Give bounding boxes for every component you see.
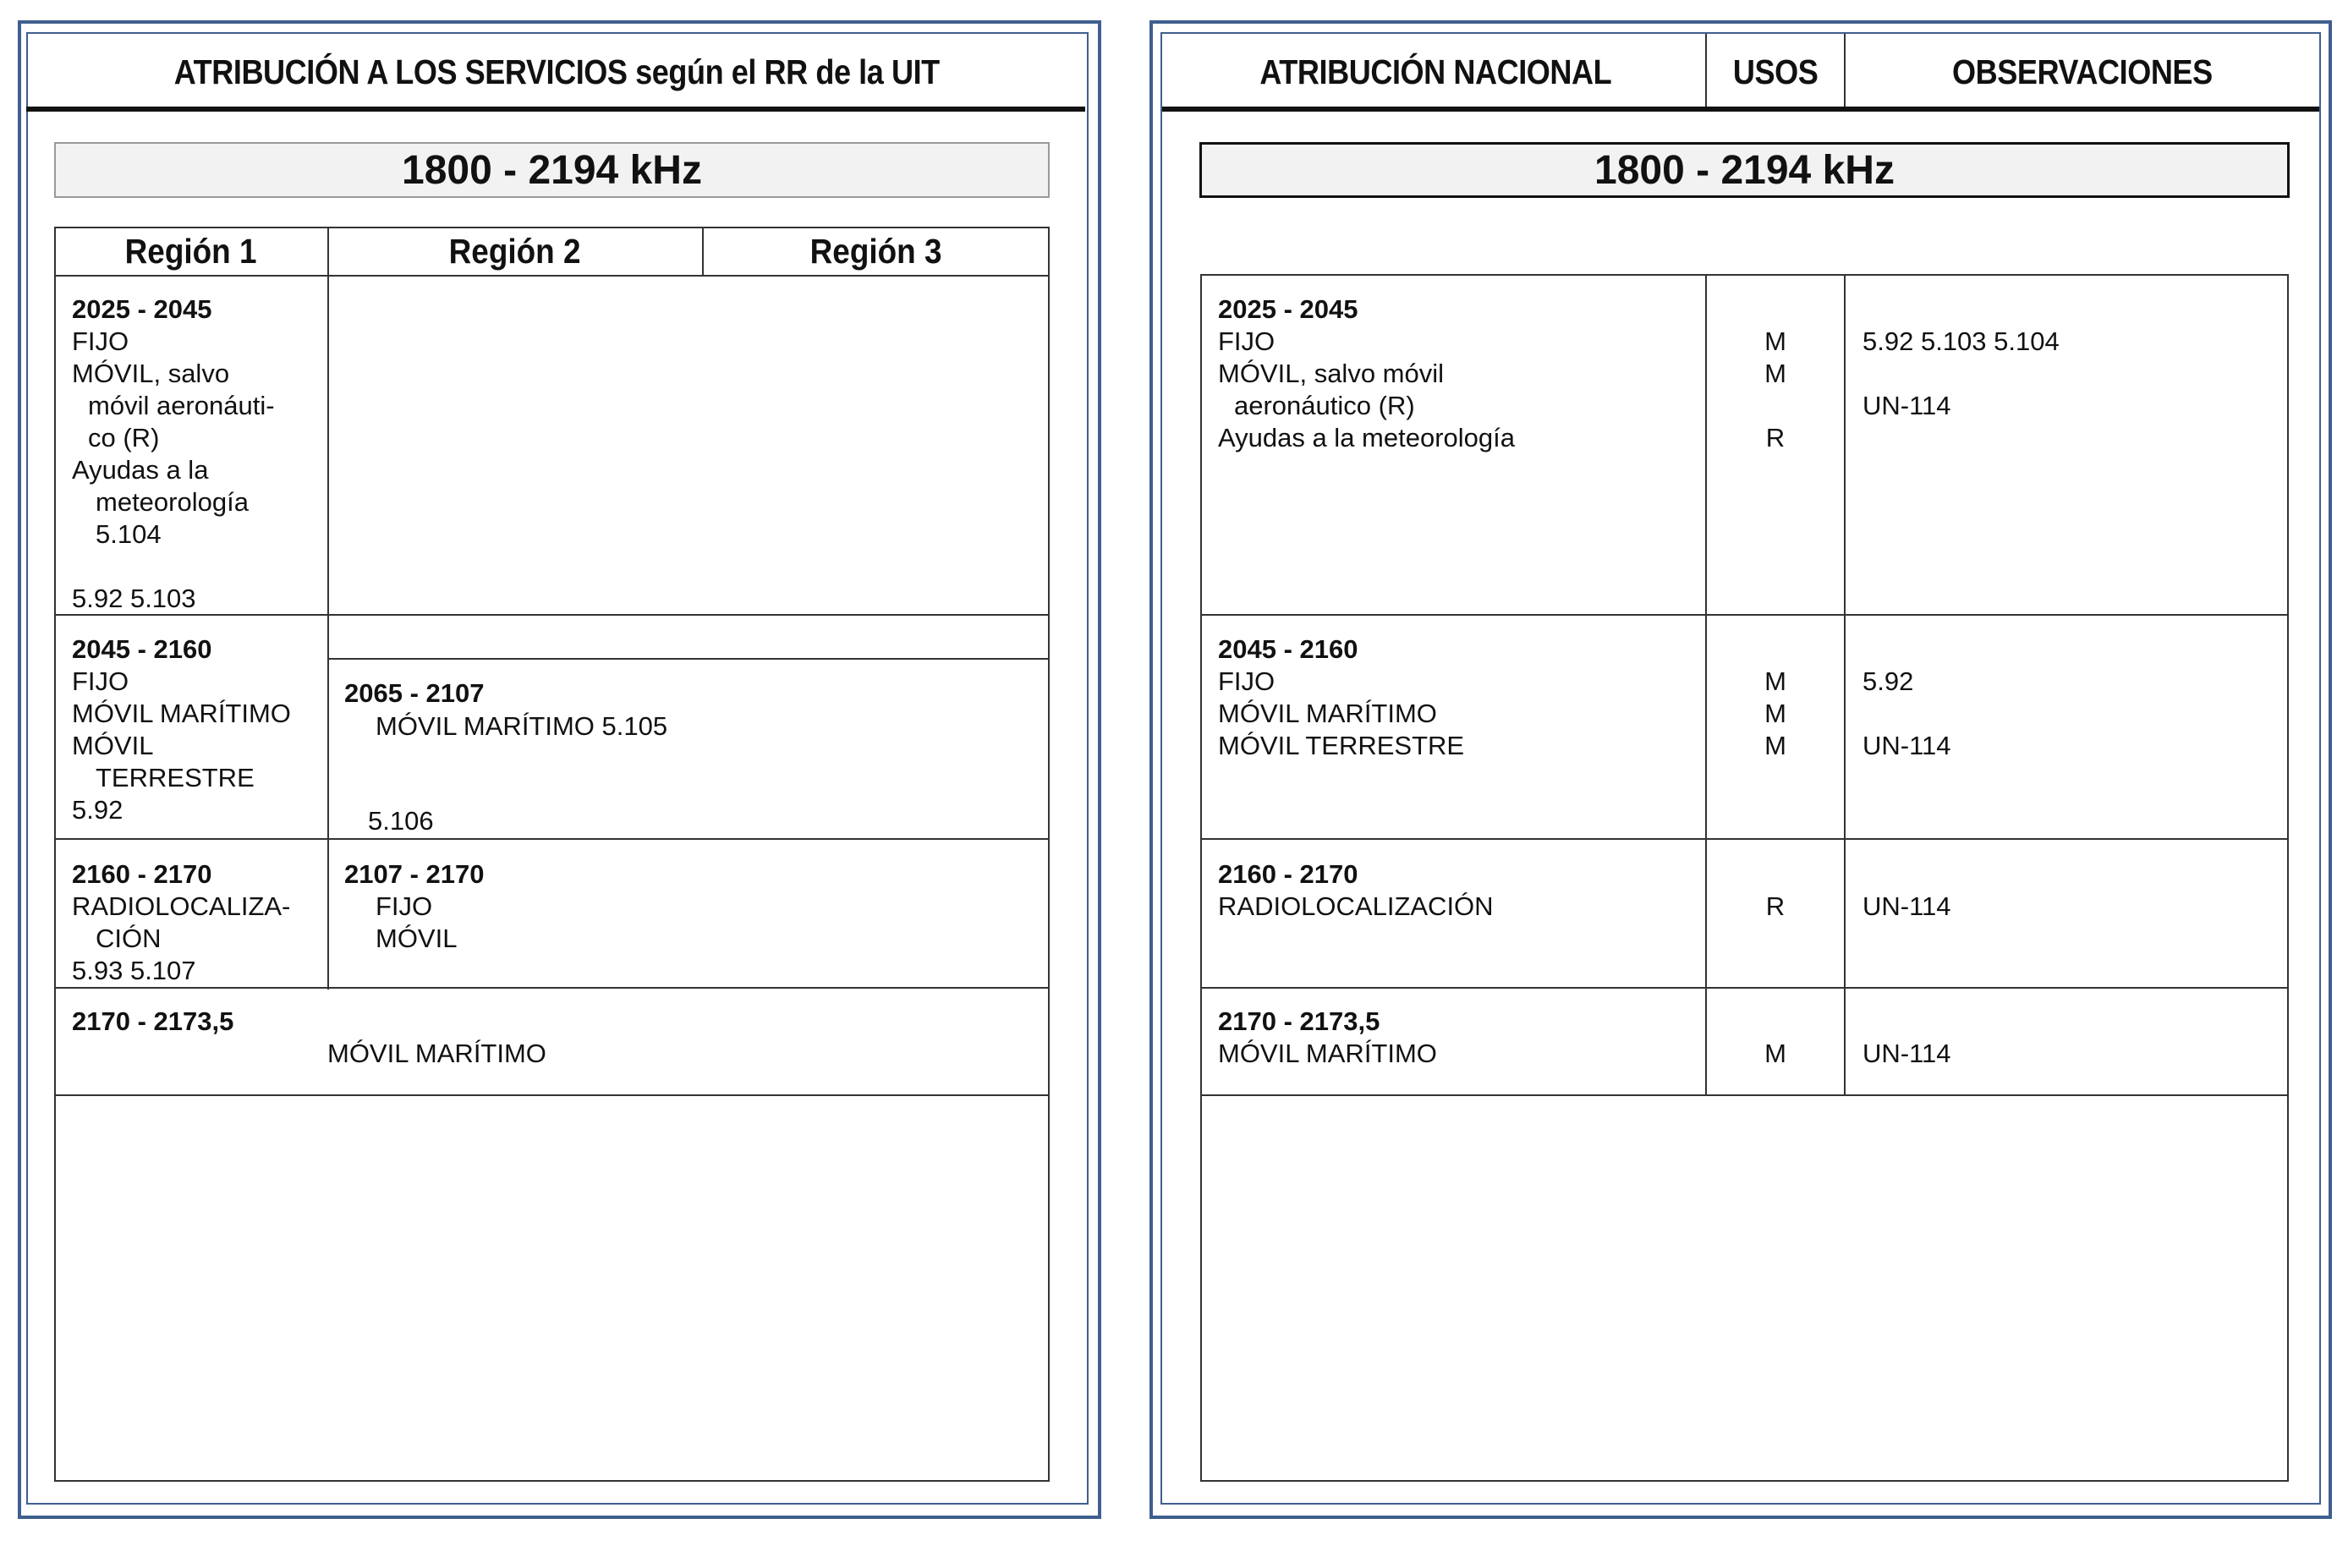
- footnote-refs: 5.92 5.103: [72, 584, 196, 613]
- service-line: MÓVIL: [72, 731, 154, 760]
- footnote-ref: 5.104: [96, 519, 162, 549]
- service-line: FIJO: [376, 891, 433, 921]
- national-service: MÓVIL MARÍTIMO: [1218, 699, 1437, 728]
- allocation-range: 2045 - 2160: [72, 634, 212, 664]
- national-service: MÓVIL, salvo móvil: [1218, 359, 1445, 388]
- region-2-header: Región 2: [448, 232, 581, 271]
- row-divider: [54, 987, 1050, 989]
- national-service: FIJO: [1218, 326, 1275, 356]
- left-header-rule: [26, 107, 1085, 112]
- usos-value: R: [1765, 423, 1786, 452]
- national-service: RADIOLOCALIZACIÓN: [1218, 891, 1494, 921]
- national-range: 2160 - 2170: [1218, 859, 1358, 889]
- row-divider: [1200, 838, 2289, 840]
- national-service: Ayudas a la meteorología: [1218, 423, 1515, 452]
- service-line: MÓVIL MARÍTIMO 5.105: [376, 711, 668, 741]
- national-range: 2170 - 2173,5: [1218, 1006, 1380, 1036]
- usos-value: M: [1764, 326, 1786, 356]
- row-divider: [54, 1094, 1050, 1096]
- row-divider: [54, 838, 1050, 840]
- header-divider: [1844, 34, 1846, 108]
- national-range: 2045 - 2160: [1218, 634, 1358, 664]
- footnote-refs: 5.92: [72, 795, 123, 825]
- right-header-rule: [1162, 107, 2319, 112]
- header-observaciones: OBSERVACIONES: [1952, 52, 2213, 91]
- row-divider: [54, 614, 1050, 616]
- service-line: meteorología: [96, 487, 249, 517]
- national-service: FIJO: [1218, 666, 1275, 696]
- observation: 5.92: [1862, 666, 1914, 696]
- usos-value: R: [1765, 891, 1786, 921]
- region-1-header: Región 1: [124, 232, 257, 271]
- service-line: RADIOLOCALIZA-: [72, 891, 291, 921]
- usos-value: M: [1764, 666, 1786, 696]
- usos-value: M: [1764, 699, 1786, 728]
- usos-value: M: [1764, 359, 1786, 388]
- row-divider: [1200, 987, 2289, 989]
- service-line: FIJO: [72, 326, 129, 356]
- service-line: Ayudas a la: [72, 455, 209, 485]
- usos-value: M: [1764, 1039, 1786, 1068]
- observation: 5.92 5.103 5.104: [1862, 326, 2060, 356]
- national-service: MÓVIL TERRESTRE: [1218, 731, 1465, 760]
- right-frequency-band: 1800 - 2194 kHz: [1199, 142, 2290, 198]
- allocation-range: 2025 - 2045: [72, 294, 212, 324]
- service-line: CIÓN: [96, 924, 162, 953]
- allocation-range: 2107 - 2170: [344, 859, 485, 889]
- header-usos: USOS: [1732, 52, 1819, 91]
- service-line: móvil aeronáuti-: [88, 391, 275, 420]
- allocation-range: 2170 - 2173,5: [72, 1006, 234, 1036]
- observation: UN-114: [1862, 891, 1951, 921]
- left-frequency-band: 1800 - 2194 kHz: [54, 142, 1050, 198]
- service-line: TERRESTRE: [96, 763, 255, 792]
- footnote-refs: 5.106: [368, 806, 434, 836]
- allocation-range: 2065 - 2107: [344, 678, 485, 708]
- right-table-body: [1200, 274, 2289, 1482]
- column-divider: [1844, 274, 1846, 1096]
- national-range: 2025 - 2045: [1218, 294, 1358, 324]
- service-line: co (R): [88, 423, 160, 452]
- header-divider: [1705, 34, 1707, 108]
- service-line: MÓVIL MARÍTIMO: [72, 699, 291, 728]
- usos-value: M: [1764, 731, 1786, 760]
- service-line: MÓVIL: [376, 924, 458, 953]
- row-divider: [1200, 1094, 2289, 1096]
- row-divider: [1200, 614, 2289, 616]
- allocation-range: 2160 - 2170: [72, 859, 212, 889]
- row-divider-r2: [327, 658, 1050, 660]
- national-service: aeronáutico (R): [1234, 391, 1415, 420]
- observation: UN-114: [1862, 391, 1951, 420]
- left-page-header: ATRIBUCIÓN A LOS SERVICIOS según el RR de la UIT: [173, 52, 940, 91]
- observation: UN-114: [1862, 731, 1951, 760]
- service-line: MÓVIL MARÍTIMO: [327, 1039, 546, 1068]
- header-atribucion-nacional: ATRIBUCIÓN NACIONAL: [1259, 52, 1611, 91]
- service-line: MÓVIL, salvo: [72, 359, 230, 388]
- region-3-header: Región 3: [809, 232, 942, 271]
- footnote-refs: 5.93 5.107: [72, 956, 196, 985]
- service-line: FIJO: [72, 666, 129, 696]
- observation: UN-114: [1862, 1039, 1951, 1068]
- national-service: MÓVIL MARÍTIMO: [1218, 1039, 1437, 1068]
